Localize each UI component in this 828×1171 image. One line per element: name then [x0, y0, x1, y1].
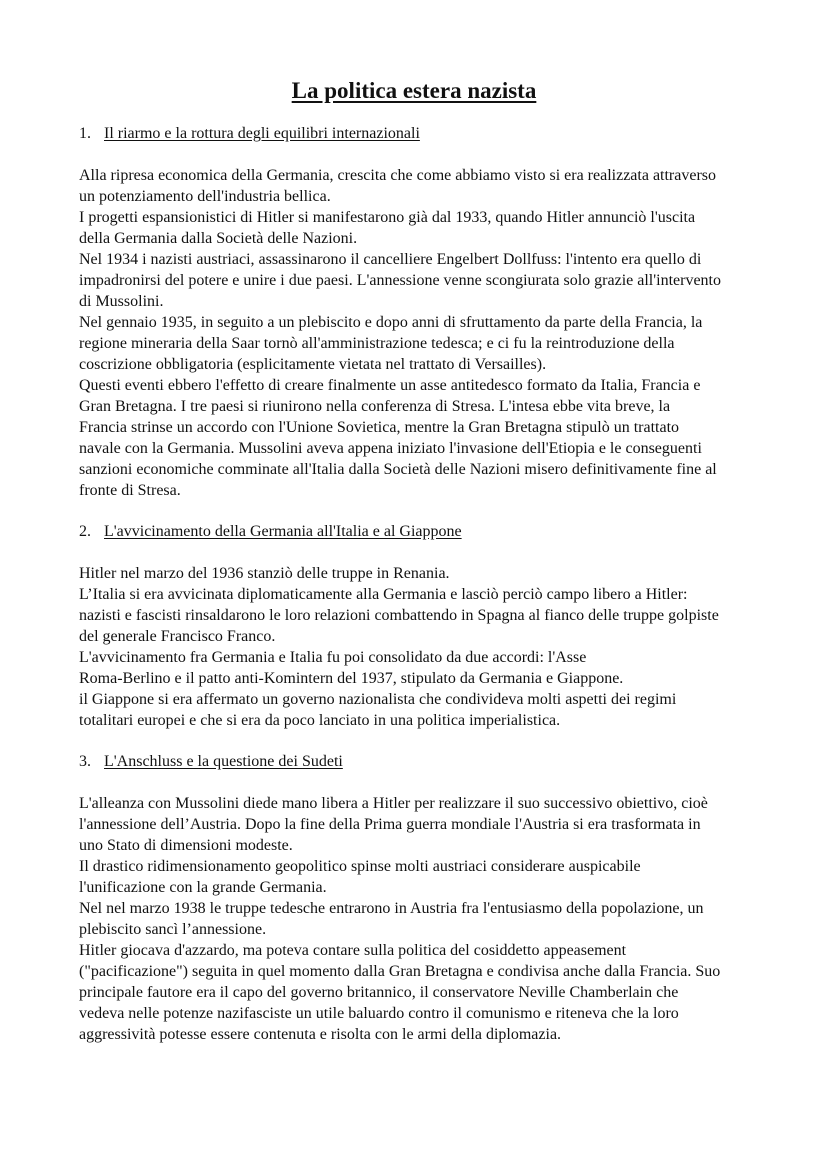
text-line: I progetti espansionistici di Hitler si manifestarono già dal 1933, quando Hitler annunciò l'uscita [79, 209, 696, 226]
text-line: di Mussolini. [79, 293, 164, 310]
section-title: L'avvicinamento della Germania all'Italia e al Giappone [104, 523, 462, 540]
text-line: navale con la Germania. Mussolini aveva appena iniziato l'invasione dell'Etiopia e le conseguenti [79, 440, 702, 457]
section-heading-1 [79, 123, 420, 144]
text-line: Alla ripresa economica della Germania, crescita che come abbiamo visto si era realizzata attraverso [79, 167, 717, 184]
text-line: Francia strinse un accordo con l'Unione Sovietica, mentre la Gran Bretagna stipulò un trattato [79, 419, 680, 436]
text-line: l'unificazione con la grande Germania. [79, 879, 327, 896]
text-line: Il drastico ridimensionamento geopolitico spinse molti austriaci considerare auspicabile [79, 858, 641, 875]
text-line: Nel gennaio 1935, in seguito a un plebiscito e dopo anni di sfruttamento da parte della Francia, la [79, 314, 703, 331]
text-line: il Giappone si era affermato un governo nazionalista che condivideva molti aspetti dei regimi [79, 691, 677, 708]
text-line: l'annessione dell’Austria. Dopo la fine della Prima guerra mondiale l'Austria si era trasformata in [79, 816, 701, 833]
text-line: principale fautore era il capo del governo britannico, il conservatore Neville Chamberlain che [79, 984, 679, 1001]
text-line: vedeva nelle potenze nazifasciste un utile baluardo contro il comunismo e riteneva che la loro [79, 1005, 679, 1022]
text-line: ("pacificazione") seguita in quel momento dalla Gran Bretagna e condivisa anche dalla Francia. Suo [79, 963, 721, 980]
text-line: Nel nel marzo 1938 le truppe tedesche entrarono in Austria fra l'entusiasmo della popolazione, un [79, 900, 704, 917]
text-line: L’Italia si era avvicinata diplomaticamente alla Germania e lasciò perciò campo libero a Hitler: [79, 586, 688, 603]
section-title: Il riarmo e la rottura degli equilibri internazionali [104, 125, 420, 142]
text-line: regione mineraria della Saar tornò all'amministrazione tedesca; e ci fu la reintroduzione della [79, 335, 675, 352]
section-body-2 [79, 563, 719, 731]
text-line: un potenziamento dell'industria bellica. [79, 188, 331, 205]
section-body-1 [79, 165, 721, 501]
section-number: 3. [79, 753, 91, 770]
section-title: L'Anschluss e la questione dei Sudeti [104, 753, 343, 770]
page-title: La politica estera nazista [291, 78, 537, 103]
text-line: L'avvicinamento fra Germania e Italia fu poi consolidato da due accordi: l'Asse [79, 649, 587, 666]
section-heading-2 [79, 521, 462, 542]
text-line: uno Stato di dimensioni modeste. [79, 837, 293, 854]
text-line: Roma-Berlino e il patto anti-Komintern del 1937, stipulato da Germania e Giappone. [79, 670, 624, 687]
text-line: Nel 1934 i nazisti austriaci, assassinarono il cancelliere Engelbert Dollfuss: l'intento era quello di [79, 251, 702, 268]
text-line: totalitari europei e che si era da poco lanciato in una politica imperialistica. [79, 712, 561, 729]
text-line: Gran Bretagna. I tre paesi si riunirono nella conferenza di Stresa. L'intesa ebbe vita breve, la [79, 398, 671, 415]
section-number: 2. [79, 523, 91, 540]
text-line: nazisti e fascisti rinsaldarono le loro relazioni combattendo in Spagna al fianco delle truppe golpiste [79, 607, 719, 624]
text-line: Hitler nel marzo del 1936 stanziò delle truppe in Renania. [79, 565, 450, 582]
text-line: coscrizione obbligatoria (esplicitamente vietata nel trattato di Versailles). [79, 356, 547, 373]
section-body-3 [79, 793, 720, 1045]
text-line: fronte di Stresa. [79, 482, 181, 499]
text-line: della Germania dalla Società delle Nazioni. [79, 230, 358, 247]
text-line: Questi eventi ebbero l'effetto di creare finalmente un asse antitedesco formato da Italia, Francia e [79, 377, 701, 394]
text-line: plebiscito sancì l’annessione. [79, 921, 267, 938]
text-line: impadronirsi del potere e unire i due paesi. L'annessione venne scongiurata solo grazie all'intervento [79, 272, 721, 289]
text-line: aggressività potesse essere contenuta e risolta con le armi della diplomazia. [79, 1026, 562, 1043]
text-line: sanzioni economiche comminate all'Italia dalla Società delle Nazioni misero definitivamente fine al [79, 461, 717, 478]
text-line: Hitler giocava d'azzardo, ma poteva contare sulla politica del cosiddetto appeasement [79, 942, 627, 959]
section-number: 1. [79, 125, 91, 142]
section-heading-3 [79, 751, 343, 772]
text-line: del generale Francisco Franco. [79, 628, 276, 645]
text-line: L'alleanza con Mussolini diede mano libera a Hitler per realizzare il suo successivo obiettivo, cioè [79, 795, 708, 812]
